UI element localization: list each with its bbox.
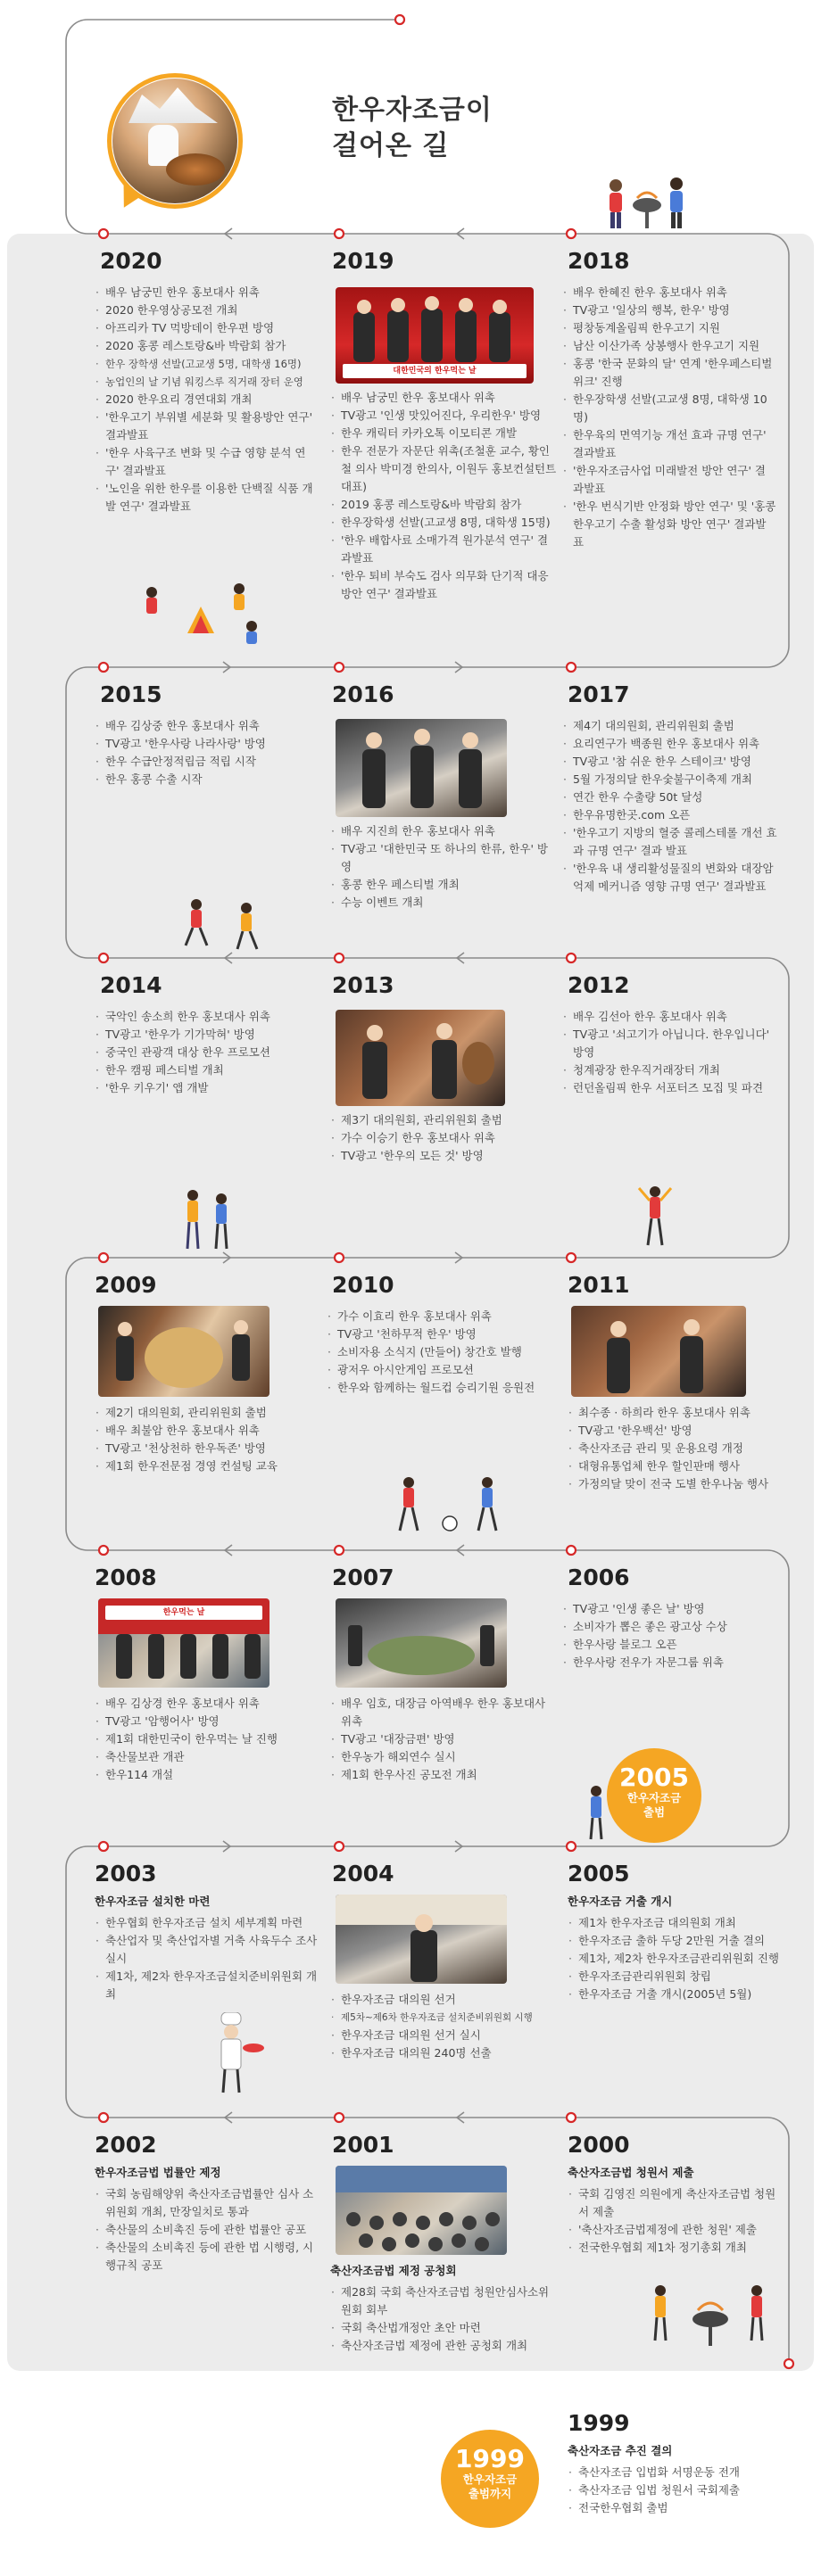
list-2008: [95, 1695, 309, 1784]
year-2001: 2001: [332, 2132, 394, 2158]
hero-image: [112, 78, 237, 203]
event-2018-8: · '한우자조금사업 미래발전 방안 연구' 결과발표: [562, 462, 776, 498]
badge-1999-year: 1999: [455, 2444, 525, 2473]
event-2007-4: · 제1회 한우사진 공모전 개최: [330, 1766, 553, 1784]
event-2019-3: · 한우 캐릭터 카카오톡 이모티콘 개발: [330, 425, 559, 442]
list-2020: [95, 284, 318, 516]
badge-2005-year: 2005: [619, 1763, 689, 1792]
person-illustration: [582, 1784, 612, 1843]
event-1999-1: · 축산자조금 입법화 서명운동 전개: [568, 2464, 782, 2481]
list-2014: [95, 1008, 318, 1097]
event-2015-3: · 한우 수급안정적립금 적립 시작: [95, 753, 318, 771]
list-2010: [327, 1308, 555, 1397]
event-2004-2: · 제5차~제6차 한우자조금 설치준비위원회 시행: [330, 2009, 557, 2027]
festival-illustration: [134, 580, 268, 646]
year-2006: 2006: [568, 1565, 630, 1590]
badge-2005-line1: 한우자조금: [626, 1791, 682, 1804]
event-2020-5: · 한우 장학생 선발(고교생 5명, 대학생 16명): [95, 355, 318, 373]
event-2007-2: · TV광고 '대장금편' 방영: [330, 1730, 553, 1748]
photo-2007: [336, 1598, 507, 1688]
event-2016-4: · 수능 이벤트 개최: [330, 894, 553, 912]
event-2009-1: · 제2기 대의원회, 관리위원회 출범: [95, 1404, 309, 1422]
event-2017-3: · TV광고 '참 쉬운 한우 스테이크' 방영: [562, 753, 782, 771]
event-2014-5: · '한우 키우기' 앱 개발: [95, 1079, 318, 1097]
event-2011-3: · 축산자조금 관리 및 운용요령 개정: [568, 1440, 782, 1457]
event-2005-2: · 한우자조금 출하 두당 2만원 거출 결의: [568, 1932, 782, 1950]
list-2006: [562, 1600, 782, 1672]
event-2000-3: · 전국한우협회 제1차 정기총회 개최: [568, 2239, 782, 2257]
year-2019: 2019: [332, 248, 394, 274]
event-2016-3: · 홍콩 한우 페스티벌 개최: [330, 876, 553, 894]
photo-2009: [98, 1306, 270, 1397]
list-2013: [330, 1111, 553, 1165]
chef-illustration: [196, 2012, 268, 2098]
list-2001: [330, 2262, 553, 2355]
event-2018-1: · 배우 한혜진 한우 홍보대사 위촉: [562, 284, 776, 301]
badge-1999-line2: 출범까지: [468, 2487, 512, 2500]
head-2001: 축산자조금법 제정 공청회: [330, 2264, 457, 2277]
event-2011-4: · 대형유통업체 한우 할인판매 행사: [568, 1457, 782, 1475]
bbq-people-illustration: [598, 175, 696, 232]
badge-1999-line1: 한우자조금: [462, 2473, 518, 2486]
year-2017: 2017: [568, 681, 630, 707]
photo-2008-caption: 한우먹는 날: [105, 1606, 262, 1620]
event-2006-2: · 소비자가 뽑은 좋은 광고상 수상: [562, 1618, 782, 1636]
event-2016-2: · TV광고 '대한민국 또 하나의 한류, 한우' 방영: [330, 840, 553, 876]
event-2019-6: · 한우장학생 선발(고교생 8명, 대학생 15명): [330, 514, 559, 532]
event-2010-5: · 한우와 함께하는 월드컵 승리기원 응원전: [327, 1379, 555, 1397]
year-2009: 2009: [95, 1272, 157, 1298]
year-2013: 2013: [332, 972, 394, 998]
event-2018-4: · 남산 이산가족 상봉행사 한우고기 지원: [562, 337, 776, 355]
event-2007-1: · 배우 임호, 대장금 아역배우 한우 홍보대사 위촉: [330, 1695, 553, 1730]
event-2002-1: · 국회 농림해양위 축산자조금법률안 심사 소위원회 개최, 만장일치로 통과: [95, 2185, 318, 2221]
event-2008-5: · 한우114 개설: [95, 1766, 309, 1784]
event-2005-5: · 한우자조금 거출 개시(2005년 5월): [568, 1986, 782, 2003]
event-1999-3: · 전국한우협회 출범: [568, 2499, 782, 2517]
badge-1999: [441, 2430, 539, 2528]
event-2017-7: · '한우고기 지방의 혈중 콜레스테롤 개선 효과 규명 연구' 결과 발표: [562, 824, 782, 860]
family-illustration: [175, 1186, 246, 1256]
event-2020-2: · 2020 한우영상공모전 개최: [95, 301, 318, 319]
year-2012: 2012: [568, 972, 630, 998]
event-2011-1: · 최수종 · 하희라 한우 홍보대사 위촉: [568, 1404, 782, 1422]
list-2015: [95, 717, 318, 788]
event-2003-3: · 제1차, 제2차 한우자조금설치준비위원회 개최: [95, 1968, 318, 2003]
event-2004-3: · 한우자조금 대의원 선거 실시: [330, 2027, 557, 2044]
event-2012-2: · TV광고 '쇠고기가 아닙니다. 한우입니다' 방영: [562, 1026, 782, 1061]
event-2019-4: · 한우 전문가 자문단 위촉(조철훈 교수, 황인철 의사 박미경 한의사, 이원두 홍보컨설턴트 대표): [330, 442, 559, 496]
runners-illustration: [175, 896, 273, 958]
list-2009: [95, 1404, 309, 1475]
year-2007: 2007: [332, 1565, 394, 1590]
list-2012: [562, 1008, 782, 1097]
event-2020-9: · '한우 사육구조 변화 및 수급 영향 분석 연구' 결과발표: [95, 444, 318, 480]
photo-2001: [336, 2166, 507, 2255]
event-2008-3: · 제1회 대한민국이 한우먹는 날 진행: [95, 1730, 309, 1748]
event-2010-2: · TV광고 '천하무적 한우' 방영: [327, 1325, 555, 1343]
event-2009-2: · 배우 최불암 한우 홍보대사 위촉: [95, 1422, 309, 1440]
event-2006-1: · TV광고 '인생 좋은 날' 방영: [562, 1600, 782, 1618]
event-2007-3: · 한우농가 해외연수 실시: [330, 1748, 553, 1766]
event-2020-4: · 2020 홍콩 레스토랑&바 박람회 참가: [95, 337, 318, 355]
event-1999-2: · 축산자조금 입법 청원서 국회제출: [568, 2481, 782, 2499]
year-2004: 2004: [332, 1861, 394, 1887]
event-2003-2: · 축산업자 및 축산업자별 거축 사육두수 조사 실시: [95, 1932, 318, 1968]
event-2013-1: · 제3기 대의원회, 관리위원회 출범: [330, 1111, 553, 1129]
year-2008: 2008: [95, 1565, 157, 1590]
event-2017-8: · '한우육 내 생리활성물질의 변화와 대장암 억제 메커니즘 영향 규명 연구' 결과발표: [562, 860, 782, 896]
list-2003: [95, 1893, 318, 2003]
list-2018: [562, 284, 776, 551]
title-line-1: 한우자조금이: [332, 95, 493, 126]
year-2020: 2020: [100, 248, 162, 274]
event-2017-4: · 5월 가정의달 한우숯불구이축제 개최: [562, 771, 782, 788]
event-2006-3: · 한우사랑 블로그 오픈: [562, 1636, 782, 1654]
year-1999: 1999: [568, 2410, 630, 2436]
event-2019-1: · 배우 남궁민 한우 홍보대사 위촉: [330, 389, 559, 407]
event-2014-3: · 중국인 관광객 대상 한우 프로모션: [95, 1044, 318, 1061]
photo-2011: [571, 1306, 746, 1397]
year-2000: 2000: [568, 2132, 630, 2158]
event-2006-4: · 한우사랑 전우가 자문그룹 위촉: [562, 1654, 782, 1672]
photo-2019: [336, 287, 534, 384]
event-2015-4: · 한우 홍콩 수출 시작: [95, 771, 318, 788]
event-2016-1: · 배우 지진희 한우 홍보대사 위촉: [330, 822, 553, 840]
event-2017-2: · 요리연구가 백종원 한우 홍보대사 위촉: [562, 735, 782, 753]
event-2020-8: · '한우고기 부위별 세분화 및 활용방안 연구' 결과발표: [95, 409, 318, 444]
year-2011: 2011: [568, 1272, 630, 1298]
list-2000: [568, 2164, 782, 2257]
event-2010-4: · 광저우 아시안게임 프로모션: [327, 1361, 555, 1379]
list-2011: [568, 1404, 782, 1493]
event-2014-4: · 한우 캠핑 페스티벌 개최: [95, 1061, 318, 1079]
event-2004-1: · 한우자조금 대의원 선거: [330, 1991, 557, 2009]
event-2019-5: · 2019 홍콩 레스토랑&바 박람회 참가: [330, 496, 559, 514]
event-2002-3: · 축산물의 소비촉진 등에 관한 법 시행령, 시행규칙 공포: [95, 2239, 318, 2275]
event-2017-6: · 한우유명한곳.com 오픈: [562, 806, 782, 824]
event-2008-4: · 축산물보관 개관: [95, 1748, 309, 1766]
photo-2008: [98, 1598, 270, 1688]
event-2015-1: · 배우 김상중 한우 홍보대사 위촉: [95, 717, 318, 735]
badge-2005-line2: 출범: [643, 1805, 666, 1819]
cheer-illustration: [630, 1183, 684, 1254]
photo-2013: [336, 1010, 505, 1106]
badge-2005-launch: [607, 1748, 701, 1843]
list-2019: [330, 389, 559, 603]
event-2009-4: · 제1회 한우전문점 경영 컨설팅 교육: [95, 1457, 309, 1475]
head-2000: 축산자조금법 청원서 제출: [568, 2166, 694, 2179]
event-2014-2: · TV광고 '한우가 기가막혀' 방영: [95, 1026, 318, 1044]
year-2002: 2002: [95, 2132, 157, 2158]
event-2012-4: · 런던올림픽 한우 서포터즈 모집 및 파견: [562, 1079, 782, 1097]
event-2008-2: · TV광고 '암행어사' 방영: [95, 1713, 309, 1730]
head-2005: 한우자조금 거출 개시: [568, 1895, 673, 1908]
event-2003-1: · 한우협회 한우자조금 설치 세부계획 마련: [95, 1914, 318, 1932]
event-2018-7: · 한우육의 면역기능 개선 효과 규명 연구' 결과발표: [562, 426, 776, 462]
list-2002: [95, 2164, 318, 2275]
event-2012-1: · 배우 김선아 한우 홍보대사 위촉: [562, 1008, 782, 1026]
event-2012-3: · 청계광장 한우직거래장터 개최: [562, 1061, 782, 1079]
title-line-2: 걸어온 길: [332, 130, 450, 161]
event-2005-3: · 제1차, 제2차 한우자조금관리위원회 진행: [568, 1950, 782, 1968]
event-2001-3: · 축산자조금법 제정에 관한 공청회 개최: [330, 2337, 553, 2355]
event-2019-8: · '한우 퇴비 부숙도 검사 의무화 단기적 대응 방안 연구' 결과발표: [330, 567, 559, 603]
event-2015-2: · TV광고 '한우사랑 나라사랑' 방영: [95, 735, 318, 753]
bbq-family-illustration: [643, 2278, 776, 2358]
event-2020-7: · 2020 한우요리 경연대회 개최: [95, 391, 318, 409]
event-2020-6: · 농업인의 날 기념 워킹스루 직거래 장터 운영: [95, 373, 318, 391]
year-2016: 2016: [332, 681, 394, 707]
list-2005: [568, 1893, 782, 2003]
photo-2016: [336, 719, 507, 817]
event-2017-5: · 연간 한우 수출량 50t 달성: [562, 788, 782, 806]
event-2019-2: · TV광고 '인생 맛있어진다, 우리한우' 방영: [330, 407, 559, 425]
list-2017: [562, 717, 782, 896]
event-2011-2: · TV광고 '한우백선' 방영: [568, 1422, 782, 1440]
event-2018-5: · 홍콩 '한국 문화의 달' 연계 '한우페스티벌 위크' 진행: [562, 355, 776, 391]
event-2018-6: · 한우장학생 선발(고교생 8명, 대학생 10명): [562, 391, 776, 426]
list-1999: [568, 2442, 782, 2517]
list-2004: [330, 1991, 557, 2062]
head-2003: 한우자조금 설치한 마련: [95, 1895, 211, 1908]
event-2011-5: · 가정의달 맞이 전국 도별 한우나눔 행사: [568, 1475, 782, 1493]
list-2007: [330, 1695, 553, 1784]
event-2005-1: · 제1차 한우자조금 대의원회 개최: [568, 1914, 782, 1932]
event-2000-1: · 국회 김영진 의원에게 축산자조금법 청원서 제출: [568, 2185, 782, 2221]
event-2001-1: · 제28회 국회 축산자조금법 청원안심사소위원회 회부: [330, 2283, 553, 2319]
head-1999: 축산자조금 추진 결의: [568, 2444, 673, 2457]
photo-2019-caption: 대한민국의 한우먹는 날: [343, 364, 527, 378]
year-2015: 2015: [100, 681, 162, 707]
photo-2004: [336, 1895, 507, 1984]
year-2014: 2014: [100, 972, 162, 998]
year-2003: 2003: [95, 1861, 157, 1887]
event-2019-7: · '한우 배합사료 소매가격 원가분석 연구' 결과발표: [330, 532, 559, 567]
event-2001-2: · 국회 축산법개정안 초안 마련: [330, 2319, 553, 2337]
event-2020-1: · 배우 남궁민 한우 홍보대사 위촉: [95, 284, 318, 301]
soccer-illustration: [387, 1472, 512, 1543]
event-2004-4: · 한우자조금 대의원 240명 선출: [330, 2044, 557, 2062]
event-2013-2: · 가수 이승기 한우 홍보대사 위촉: [330, 1129, 553, 1147]
year-2018: 2018: [568, 248, 630, 274]
event-2010-1: · 가수 이효리 한우 홍보대사 위촉: [327, 1308, 555, 1325]
event-2018-2: · TV광고 '일상의 행복, 한우' 방영: [562, 301, 776, 319]
year-2005: 2005: [568, 1861, 630, 1887]
event-2018-3: · 평창동계올림픽 한우고기 지원: [562, 319, 776, 337]
event-2009-3: · TV광고 '천상천하 한우독존' 방영: [95, 1440, 309, 1457]
event-2000-2: · '축산자조금법제정에 관한 청원' 제출: [568, 2221, 782, 2239]
event-2014-1: · 국악인 송소희 한우 홍보대사 위촉: [95, 1008, 318, 1026]
event-2017-1: · 제4기 대의원회, 관리위원회 출범: [562, 717, 782, 735]
year-2010: 2010: [332, 1272, 394, 1298]
event-2010-3: · 소비자용 소식지 (만들어) 창간호 발행: [327, 1343, 555, 1361]
event-2005-4: · 한우자조금관리위원회 창립: [568, 1968, 782, 1986]
event-2018-9: · '한우 번식기반 안정화 방안 연구' 및 '홍콩 한우고기 수출 활성화 방안 연구' 결과발표: [562, 498, 776, 551]
list-2016: [330, 822, 553, 912]
event-2020-10: · '노인을 위한 한우를 이용한 단백질 식품 개발 연구' 결과발표: [95, 480, 318, 516]
event-2008-1: · 배우 김상경 한우 홍보대사 위촉: [95, 1695, 309, 1713]
event-2013-3: · TV광고 '한우의 모든 것' 방영: [330, 1147, 553, 1165]
event-2002-2: · 축산물의 소비촉진 등에 관한 법률안 공포: [95, 2221, 318, 2239]
event-2020-3: · 아프리카 TV 먹방데이 한우편 방영: [95, 319, 318, 337]
page-title: [332, 93, 493, 164]
head-2002: 한우자조금법 법률안 제정: [95, 2166, 221, 2179]
